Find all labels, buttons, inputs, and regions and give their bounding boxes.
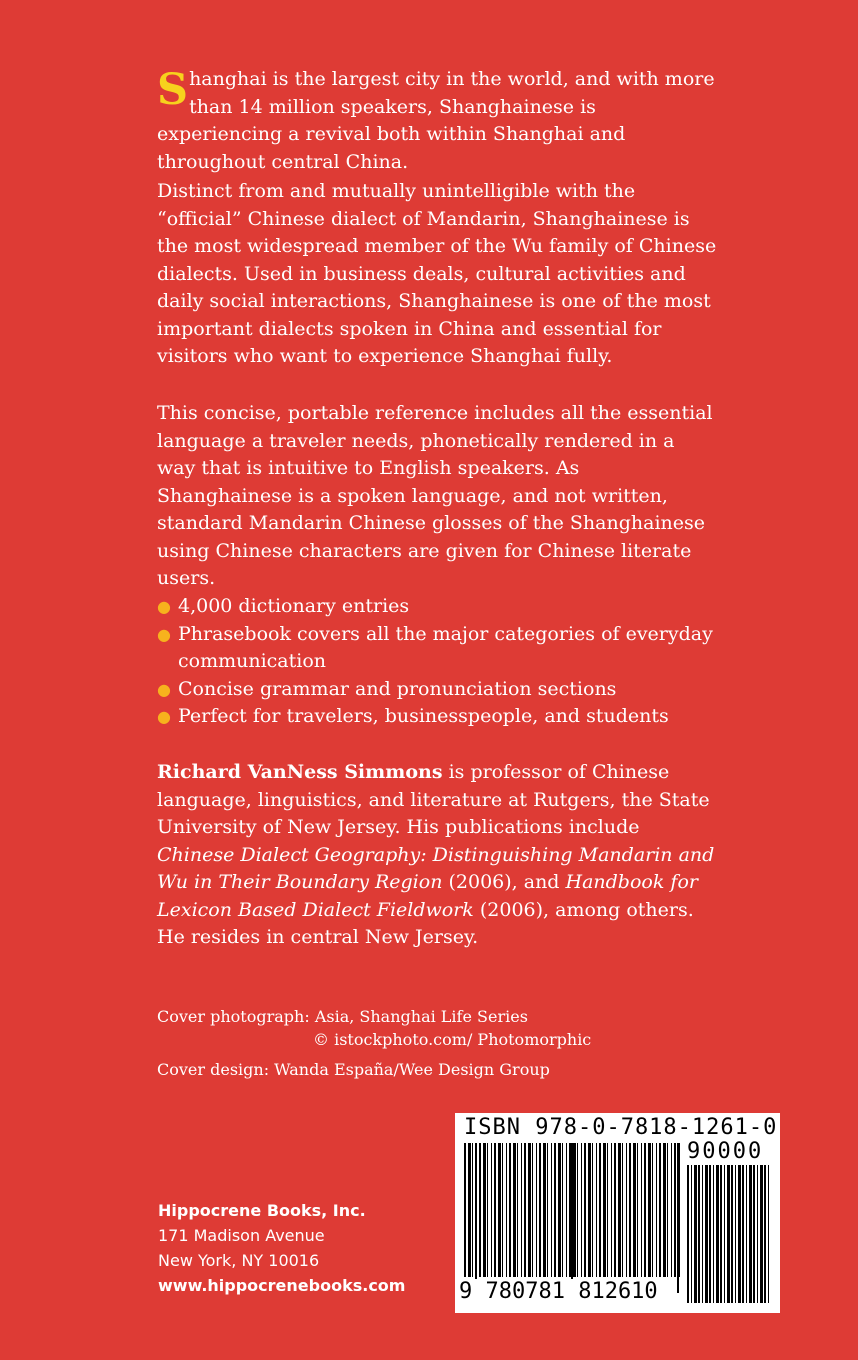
list-item: ● Phrasebook covers all the major categories of everyday communication <box>157 622 713 672</box>
design-credit: Cover design: Wanda España/Wee Design Group <box>157 1060 550 1079</box>
publisher-address-1: 171 Madison Avenue <box>158 1226 325 1245</box>
barcode-addon-bars-icon <box>687 1165 771 1303</box>
publisher-info <box>158 1198 405 1298</box>
list-item: ● Perfect for travelers, businesspeople, and students <box>157 703 717 731</box>
paragraph-3-text: This concise, portable reference includes all the essential language a traveler needs, phonetically rendered in a way that is intuitive to English speakers. As Shanghainese is a spoken language, and not written, standard Mandarin Chinese glosses of the Shanghainese using Chinese characters are given for Chinese literate users. <box>157 402 713 589</box>
bullet-icon: ● <box>157 707 171 726</box>
dropcap-letter: S <box>157 65 189 115</box>
barcode-guard-icon <box>475 1143 477 1293</box>
publisher-name: Hippocrene Books, Inc. <box>158 1201 366 1220</box>
bullet-icon: ● <box>157 624 171 644</box>
barcode-guard-icon <box>677 1143 679 1293</box>
author-name: Richard VanNess Simmons <box>157 761 443 783</box>
book-title-1: Chinese Dialect Geography: Distinguishing Mandarin and Wu in Their Boundary Region <box>157 843 715 893</box>
paragraph-1-text: hanghai is the largest city in the world, and with more than 14 million speakers, Shanghainese is experiencing a revival both within Shanghai and throughout central China. <box>157 68 715 173</box>
isbn-label: ISBN 978-0-7818-1261-0 <box>464 1115 778 1140</box>
book-title-2: Handbook for Lexicon Based Dialect Fieldwork <box>157 871 698 921</box>
bullet-icon: ● <box>157 597 171 616</box>
barcode-guard-icon <box>571 1143 573 1293</box>
photo-credit: Cover photograph: Asia, Shanghai Life Series © istockphoto.com/ Photomorphic <box>157 1007 592 1049</box>
paragraph-2-text: Distinct from and mutually unintelligible with the “official” Chinese dialect of Mandarin, Shanghainese is the most widespread member of the Wu family of Chinese dialects. Used in business deals, cultural activities and daily social interactions, Shanghainese is one of the most important dialects spoken in China and essential for visitors who want to experience Shanghai fully. <box>157 180 717 367</box>
ean-digits: 9 780781 812610 <box>459 1279 658 1304</box>
description-paragraph-2 <box>157 178 717 371</box>
list-item: ● 4,000 dictionary entries <box>157 593 717 621</box>
publisher-website[interactable]: www.hippocrenebooks.com <box>158 1276 406 1295</box>
isbn-barcode <box>455 1113 780 1313</box>
description-paragraph-1 <box>157 66 717 176</box>
publisher-address-2: New York, NY 10016 <box>158 1251 320 1270</box>
author-bio: Richard VanNess Simmons is professor of Chinese language, linguistics, and literature at Rutgers, the State University of New Jersey. His publications include Chinese Dialect Geography: Distinguishing Mandarin and Wu in Their Boundary Region (2006), and Handbook for Lexicon Based Dialect Fieldwork (2006), among others. He resides in central New Jersey. <box>157 761 715 948</box>
bullet-icon: ● <box>157 679 171 699</box>
feature-list <box>157 593 717 731</box>
price-code: 90000 <box>687 1139 764 1164</box>
description-paragraph-3 <box>157 400 717 593</box>
list-item: ● Concise grammar and pronunciation sections <box>157 676 717 704</box>
